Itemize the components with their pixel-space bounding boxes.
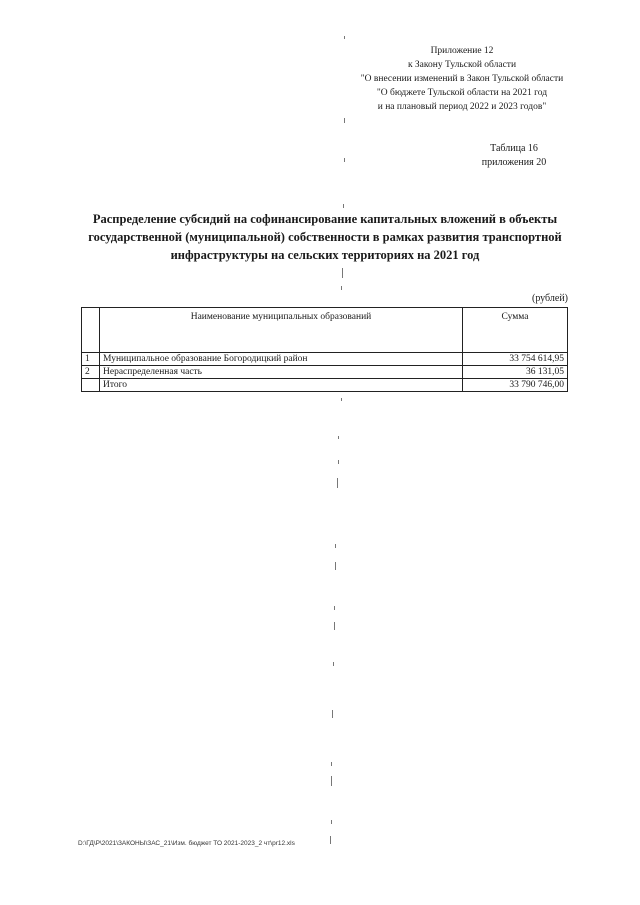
table-appendix-ref: приложения 20 <box>481 157 547 168</box>
title-line: Распределение субсидий на софинансирование капитальных вложений в объекты <box>92 212 558 226</box>
scan-mark <box>337 478 338 488</box>
scan-mark <box>335 544 336 548</box>
appendix-line: Приложение 12 <box>430 46 494 56</box>
table-header-row <box>82 308 568 353</box>
scan-mark <box>334 606 335 610</box>
row-sum: 36 131,05 <box>463 366 568 379</box>
header-num-cell <box>82 308 100 353</box>
row-sum: 33 754 614,95 <box>463 353 568 366</box>
column-header-sum: Сумма <box>463 308 568 353</box>
scan-mark <box>331 776 332 786</box>
scan-mark <box>331 762 332 766</box>
document-title <box>70 210 580 264</box>
title-line: инфраструктуры на сельских территориях на 2021 год <box>170 248 480 262</box>
row-number: 2 <box>82 366 100 379</box>
scan-mark <box>333 662 334 666</box>
scan-mark <box>335 562 336 570</box>
table-reference <box>474 142 554 170</box>
subsidy-table <box>81 307 568 392</box>
scan-mark <box>343 204 344 208</box>
title-line: государственной (муниципальной) собственности в рамках развития транспортной <box>88 230 562 244</box>
row-name: Нераспределенная часть <box>100 366 463 379</box>
row-number <box>82 379 100 392</box>
appendix-line: и на плановый период 2022 и 2023 годов" <box>377 102 547 112</box>
appendix-line: к Закону Тульской области <box>407 60 517 70</box>
table-row <box>82 353 568 366</box>
scan-mark <box>342 268 343 278</box>
row-name: Муниципальное образование Богородицкий район <box>100 353 463 366</box>
row-number: 1 <box>82 353 100 366</box>
scan-mark <box>338 436 339 439</box>
appendix-line: "О внесении изменений в Закон Тульской области <box>360 74 564 84</box>
scan-mark <box>331 820 332 824</box>
appendix-header <box>352 44 572 114</box>
scan-mark <box>344 36 345 39</box>
table-number: Таблица 16 <box>490 143 538 154</box>
table-row <box>82 366 568 379</box>
scan-mark <box>344 158 345 162</box>
appendix-line: "О бюджете Тульской области на 2021 год <box>376 88 548 98</box>
scan-mark <box>341 398 342 401</box>
row-sum: 33 790 746,00 <box>463 379 568 392</box>
row-name: Итого <box>100 379 463 392</box>
scan-mark <box>338 460 339 464</box>
column-header-name: Наименование муниципальных образований <box>100 308 463 353</box>
scan-mark <box>334 622 335 630</box>
file-path-footer: D:\ГД\Р\2021\ЗАКОНЫ\ЗАС_21\Изм. бюджет ТО 2021-2023_2 чт\pr12.xls <box>78 840 295 847</box>
scan-mark <box>332 710 333 718</box>
scan-mark <box>341 286 342 290</box>
table-total-row <box>82 379 568 392</box>
units-label: (рублей) <box>531 293 568 304</box>
scan-mark <box>344 118 345 123</box>
scan-mark <box>330 836 331 844</box>
